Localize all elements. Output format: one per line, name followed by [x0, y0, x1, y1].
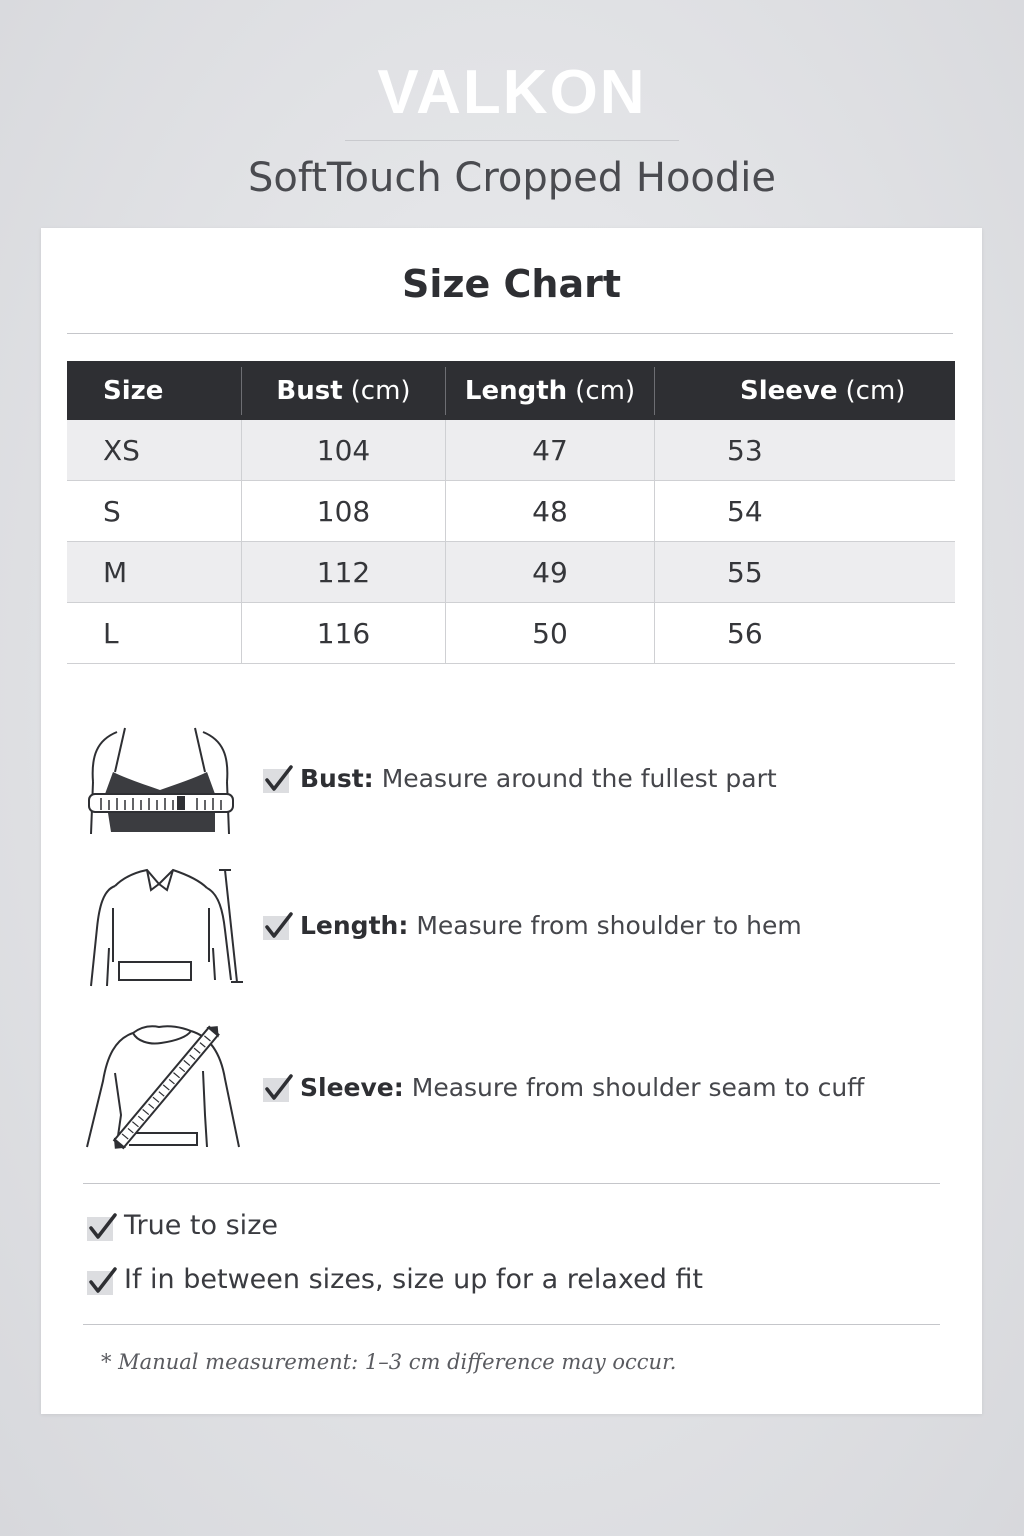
check-icon	[263, 763, 293, 793]
hoodie-sleeve-tape-illustration	[85, 1023, 245, 1157]
header-bust: Bust (cm)	[241, 367, 445, 415]
fit-note	[87, 1210, 278, 1241]
brand-logo: VALKON	[377, 58, 647, 127]
cell-length: 48	[445, 481, 654, 541]
fit-note	[87, 1264, 703, 1295]
table-row	[67, 603, 955, 664]
measurement-footnote: * Manual measurement: 1–3 cm difference may occur.	[101, 1350, 677, 1374]
size-chart-card	[41, 228, 982, 1414]
length-instruction	[263, 910, 802, 940]
bust-text: Measure around the fullest part	[381, 763, 777, 793]
cell-sleeve: 54	[654, 481, 955, 541]
cell-size: M	[103, 555, 128, 589]
cell-length: 50	[445, 603, 654, 663]
cell-size: L	[103, 616, 119, 650]
cell-sleeve: 53	[654, 420, 955, 480]
title-divider	[67, 333, 953, 334]
brand-divider	[345, 140, 679, 141]
sleeve-label: Sleeve:	[300, 1072, 404, 1102]
cell-size: XS	[103, 433, 140, 467]
sleeve-instruction	[263, 1072, 864, 1102]
table-row	[67, 542, 955, 603]
cell-bust: 116	[241, 603, 445, 663]
check-icon	[263, 1072, 293, 1102]
fit-note-text: If in between sizes, size up for a relaxed fit	[124, 1264, 704, 1295]
table-row	[67, 420, 955, 481]
size-chart-title: Size Chart	[401, 262, 621, 306]
check-icon	[263, 910, 293, 940]
cell-bust: 112	[241, 542, 445, 602]
check-icon	[87, 1211, 117, 1241]
table-row	[67, 481, 955, 542]
bust-tape-illustration	[85, 726, 235, 842]
hoodie-length-illustration	[85, 868, 245, 992]
length-label: Length:	[300, 910, 409, 940]
table-header	[67, 361, 955, 420]
cell-sleeve: 55	[654, 542, 955, 602]
cell-sleeve: 56	[654, 603, 955, 663]
sleeve-text: Measure from shoulder seam to cuff	[411, 1072, 865, 1102]
cell-size: S	[103, 494, 121, 528]
fit-note-text: True to size	[124, 1210, 278, 1241]
header-sleeve: Sleeve (cm)	[654, 367, 955, 415]
header-length: Length (cm)	[445, 367, 654, 415]
product-name: SoftTouch Cropped Hoodie	[247, 155, 777, 201]
cell-length: 47	[445, 420, 654, 480]
measure-divider	[83, 1183, 940, 1184]
size-table	[67, 361, 955, 664]
cell-length: 49	[445, 542, 654, 602]
cell-bust: 108	[241, 481, 445, 541]
cell-bust: 104	[241, 420, 445, 480]
check-icon	[87, 1265, 117, 1295]
header-size: Size	[103, 375, 164, 406]
bust-label: Bust:	[300, 763, 374, 793]
notes-divider	[83, 1324, 940, 1325]
bust-instruction	[263, 763, 777, 793]
length-text: Measure from shoulder to hem	[416, 910, 802, 940]
